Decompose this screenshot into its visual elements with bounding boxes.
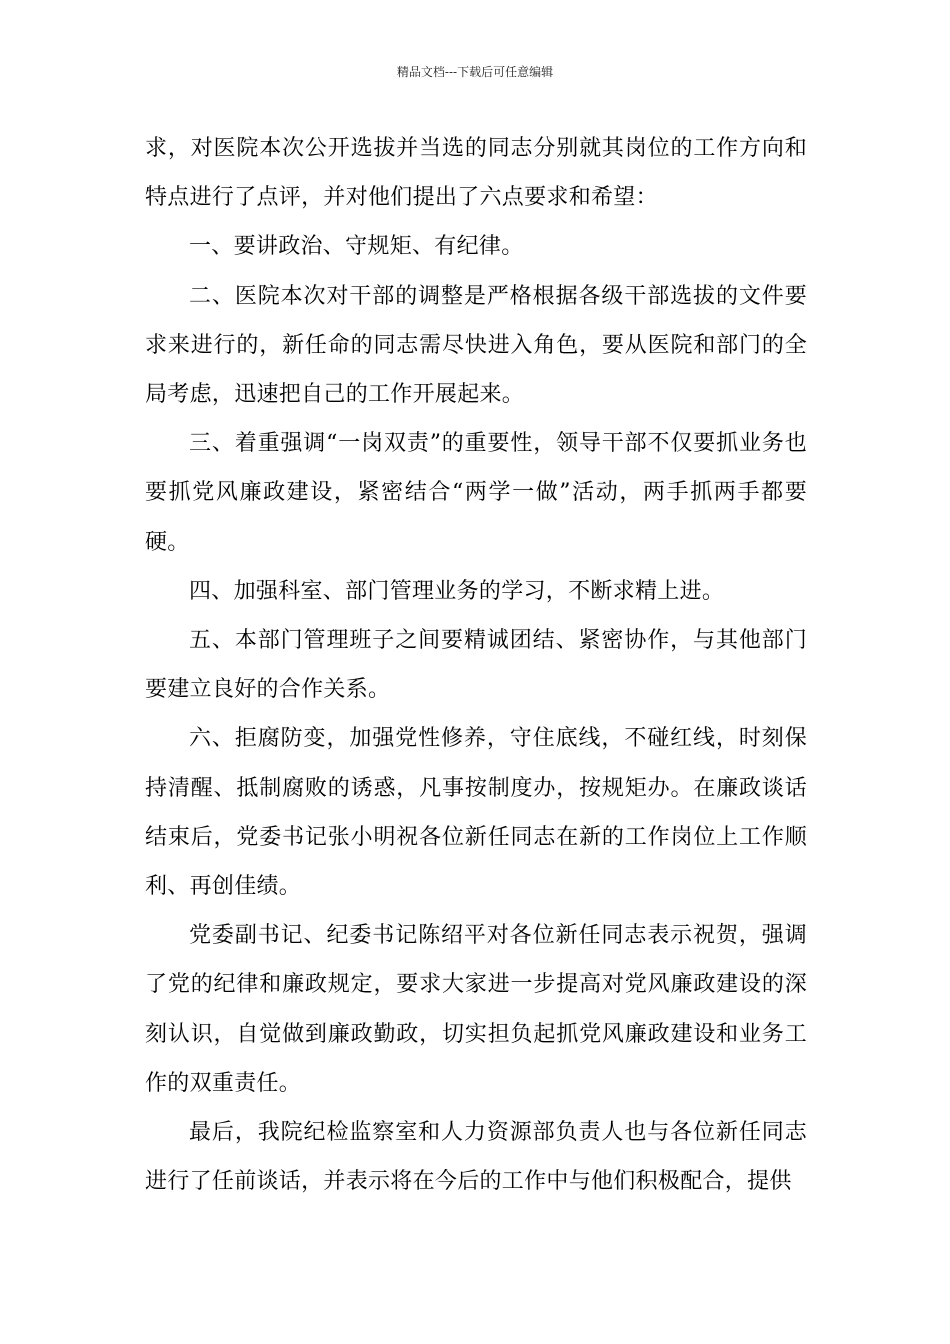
paragraph-point-1: 一、要讲政治、守规矩、有纪律。 <box>189 234 524 260</box>
paragraph-continued: 求，对医院本次公开选拔并当选的同志分别就其岗位的工作方向和特点进行了点评，并对他们提出了六点要求和希望： <box>145 136 807 211</box>
paragraph-point-4: 四、加强科室、部门管理业务的学习，不断求精上进。 <box>189 578 725 604</box>
paragraph-point-3: 三、着重强调“一岗双责”的重要性，领导干部不仅要抓业务也要抓党风廉政建设，紧密结合“两学一做”活动，两手抓两手都要硬。 <box>145 431 807 555</box>
document-body <box>145 124 807 1206</box>
paragraph-deputy-secretary: 党委副书记、纪委书记陈绍平对各位新任同志表示祝贺，强调了党的纪律和廉政规定，要求大家进一步提高对党风廉政建设的深刻认识，自觉做到廉政勤政，切实担负起抓党风廉政建设和业务工作的双重责任。 <box>145 923 807 1096</box>
paragraph-point-2: 二、医院本次对干部的调整是严格根据各级干部选拔的文件要求来进行的，新任命的同志需尽快进入角色，要从医院和部门的全局考虑，迅速把自己的工作开展起来。 <box>145 283 807 408</box>
paragraph-point-6: 六、拒腐防变，加强党性修养，守住底线，不碰红线，时刻保持清醒、抵制腐败的诱惑，凡事按制度办，按规矩办。在廉政谈话结束后，党委书记张小明祝各位新任同志在新的工作岗位上工作顺利、再创佳绩。 <box>145 726 807 900</box>
page-header: 精品文档---下载后可任意编辑 <box>396 65 554 79</box>
paragraph-closing: 最后，我院纪检监察室和人力资源部负责人也与各位新任同志进行了任前谈话，并表示将在今后的工作中与他们积极配合，提供 <box>145 1120 807 1195</box>
paragraph-point-5: 五、本部门管理班子之间要精诚团结、紧密协作，与其他部门要建立良好的合作关系。 <box>145 628 807 703</box>
